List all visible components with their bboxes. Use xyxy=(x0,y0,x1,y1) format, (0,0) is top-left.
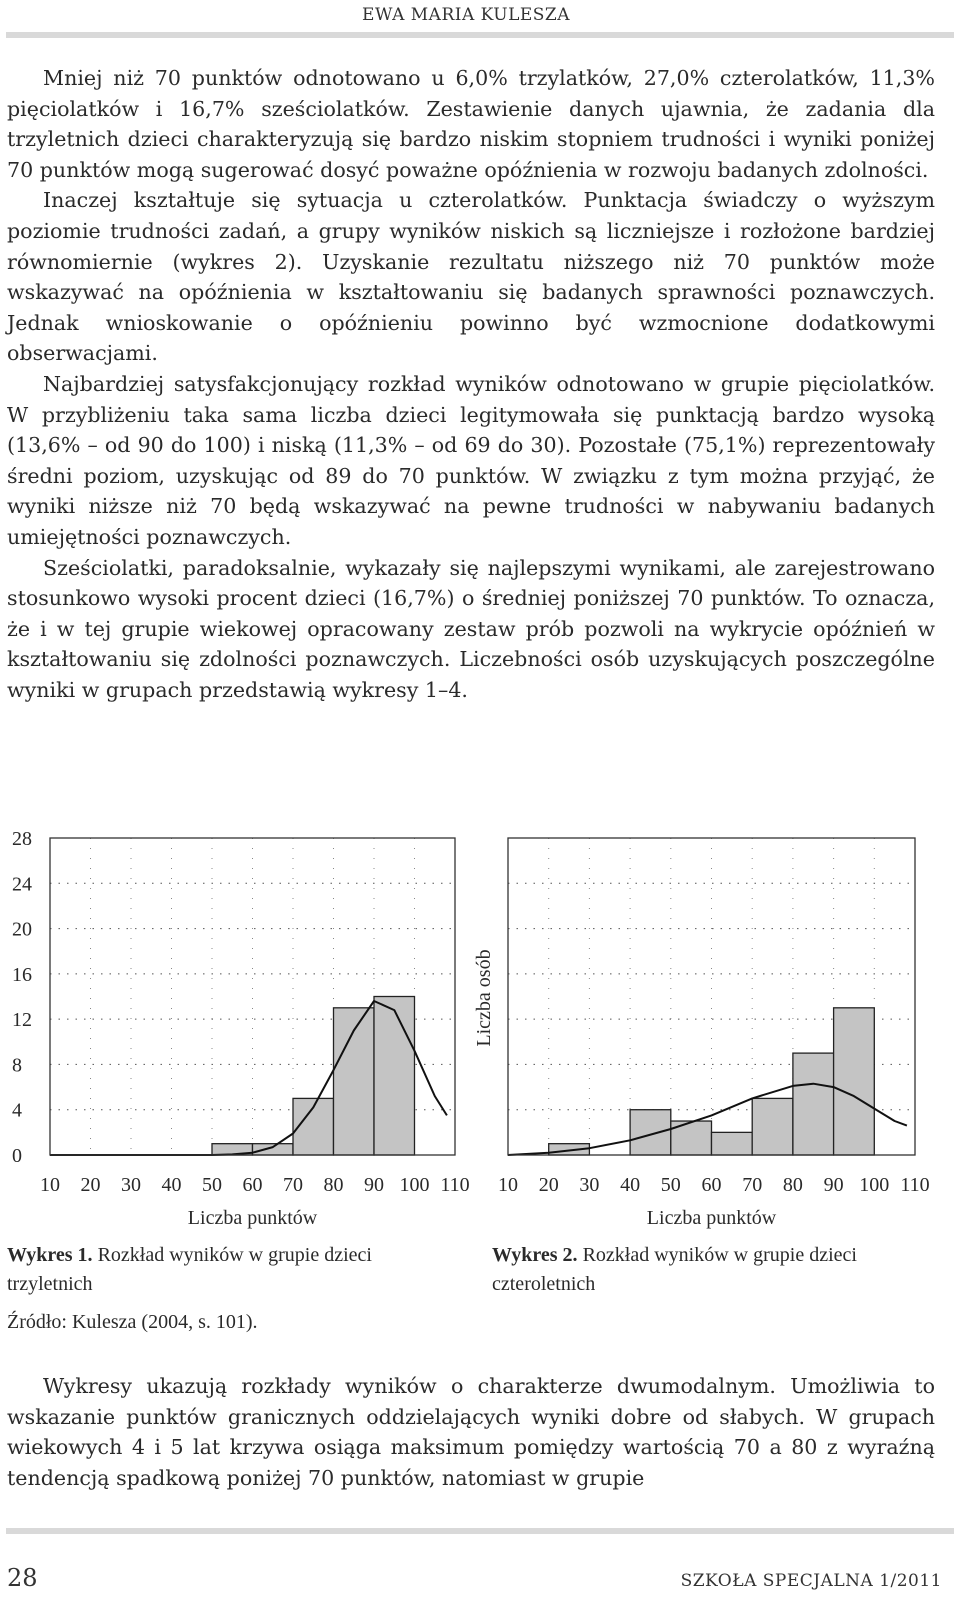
x-tick-label: 20 xyxy=(80,1174,101,1196)
y-tick-label: 4 xyxy=(12,1099,22,1122)
running-header: EWA MARIA KULESZA xyxy=(362,5,570,25)
histogram-bar xyxy=(374,997,415,1156)
paragraph: Sześciolatki, paradoksalnie, wykazały się najlepszymi wynikami, ale zarejestrowano stosunkowo wysoki procent dzieci (16,7%) o średniej poniższej 70 punktów. To oznacza, że i w tej grupie wiekowej opracowany zestaw prób pozwoli na wykrycie opóźnień w kształtowaniu się zdolności poznawczych. Liczebności osób uzyskujących poszczególne wyniki w grupach przedstawią wykresy 1–4. xyxy=(7,555,935,702)
x-tick-label: 100 xyxy=(399,1174,430,1196)
histogram-bar xyxy=(752,1098,793,1155)
x-tick-label: 40 xyxy=(620,1174,641,1196)
caption-text: Rozkład wyników w grupie dzieci trzyletnich xyxy=(7,1244,372,1295)
histogram-bar xyxy=(712,1132,753,1155)
x-tick-label: 40 xyxy=(161,1174,182,1196)
paragraph: Inaczej kształtuje się sytuacja u czterolatków. Punktacja świadczy o wyższym poziomie trudności zadań, a grupy wyników niskich są liczniejsze i rozłożone bardziej równomiernie (wykres 2). Uzyskanie rezultatu niższego niż 70 punktów może wskazywać na opóźnienia w kształtowaniu się badanych sprawności poznawczych. Jednak wnioskowanie o opóźnieniu powinno być wzmocnione dodatkowymi obserwacjami. xyxy=(7,188,935,366)
y-tick-label: 16 xyxy=(12,963,32,986)
x-tick-label: 70 xyxy=(283,1174,303,1196)
x-tick-label: 60 xyxy=(242,1174,263,1196)
histogram-bar xyxy=(630,1110,671,1155)
x-tick-label: 10 xyxy=(498,1174,518,1196)
y-tick-label: 28 xyxy=(12,828,32,850)
y-axis-label: Liczba osób xyxy=(473,949,495,1047)
x-tick-label: 30 xyxy=(579,1174,600,1196)
x-tick-label: 10 xyxy=(40,1174,60,1196)
x-tick-label: 90 xyxy=(823,1174,844,1196)
histogram-bar xyxy=(253,1144,294,1155)
figure-source: Źródło: Kulesza (2004, s. 101). xyxy=(7,1311,258,1333)
x-axis-label: Liczba punktów xyxy=(646,1207,777,1229)
chart-wykres-2 xyxy=(460,810,940,1230)
footer-rule xyxy=(6,1528,954,1534)
y-tick-label: 12 xyxy=(12,1009,32,1032)
y-tick-label: 0 xyxy=(12,1145,22,1167)
caption-wykres-1 xyxy=(7,1241,437,1299)
histogram-bar xyxy=(793,1053,834,1155)
y-tick-label: 8 xyxy=(12,1054,22,1077)
chart-wykres-1 xyxy=(0,810,480,1230)
x-tick-label: 90 xyxy=(364,1174,384,1196)
x-tick-label: 100 xyxy=(859,1174,890,1196)
histogram-bar xyxy=(834,1008,875,1155)
paragraph: Najbardziej satysfakcjonujący rozkład wyników odnotowano w grupie pięciolatków. W przybliżeniu taka sama liczba dzieci legitymowała się punktacją bardzo wysoką (13,6% – od 90 do 100) i niską (11,3% – od 69 do 30). Pozostałe (75,1%) reprezentowały średni poziom, uzyskując od 89 do 70 punktów. W związku z tym można przyjąć, że wyniki niższe niż 70 będą wskazywać na pewne trudności w nabywaniu badanych umiejętności poznawczych. xyxy=(7,371,935,549)
x-tick-label: 80 xyxy=(782,1174,803,1196)
intro-text xyxy=(7,63,935,705)
paragraph: Wykresy ukazują rozkłady wyników o charakterze dwumodalnym. Umożliwia to wskazanie punktów granicznych oddzielających wyniki dobre od słabych. W grupach wiekowych 4 i 5 lat krzywa osiąga maksimum pomiędzy wartością 70 a 80 z wyraźną tendencją spadkową poniżej 70 punktów, natomiast w grupie xyxy=(7,1374,935,1490)
journal-title: SZKOŁA SPECJALNA 1/2011 xyxy=(680,1571,942,1591)
x-tick-label: 110 xyxy=(440,1174,470,1196)
caption-label: Wykres 2. xyxy=(492,1244,578,1266)
y-tick-label: 20 xyxy=(12,918,32,941)
x-tick-label: 60 xyxy=(701,1174,722,1196)
x-tick-label: 50 xyxy=(660,1174,681,1196)
x-tick-label: 70 xyxy=(742,1174,763,1196)
x-tick-label: 110 xyxy=(900,1174,930,1196)
page-number: 28 xyxy=(7,1564,38,1592)
x-axis-label: Liczba punktów xyxy=(187,1207,318,1229)
caption-wykres-2 xyxy=(492,1241,922,1299)
y-tick-label: 24 xyxy=(12,873,32,896)
header-rule xyxy=(6,32,954,38)
x-tick-label: 30 xyxy=(121,1174,141,1196)
caption-label: Wykres 1. xyxy=(7,1244,93,1266)
paragraph: Mniej niż 70 punktów odnotowano u 6,0% trzylatków, 27,0% czterolatków, 11,3% pięciolatków i 16,7% sześciolatków. Zestawienie danych ujawnia, że zadania dla trzyletnich dzieci charakteryzują się bardzo niskim stopniem trudności i wyniki poniżej 70 punktów mogą sugerować dosyć poważne opóźnienia w rozwoju badanych zdolności. xyxy=(7,66,935,182)
x-tick-label: 80 xyxy=(323,1174,344,1196)
x-tick-label: 20 xyxy=(538,1174,559,1196)
outro-text xyxy=(7,1371,935,1493)
x-tick-label: 50 xyxy=(202,1174,222,1196)
caption-text: Rozkład wyników w grupie dzieci czteroletnich xyxy=(492,1244,857,1295)
